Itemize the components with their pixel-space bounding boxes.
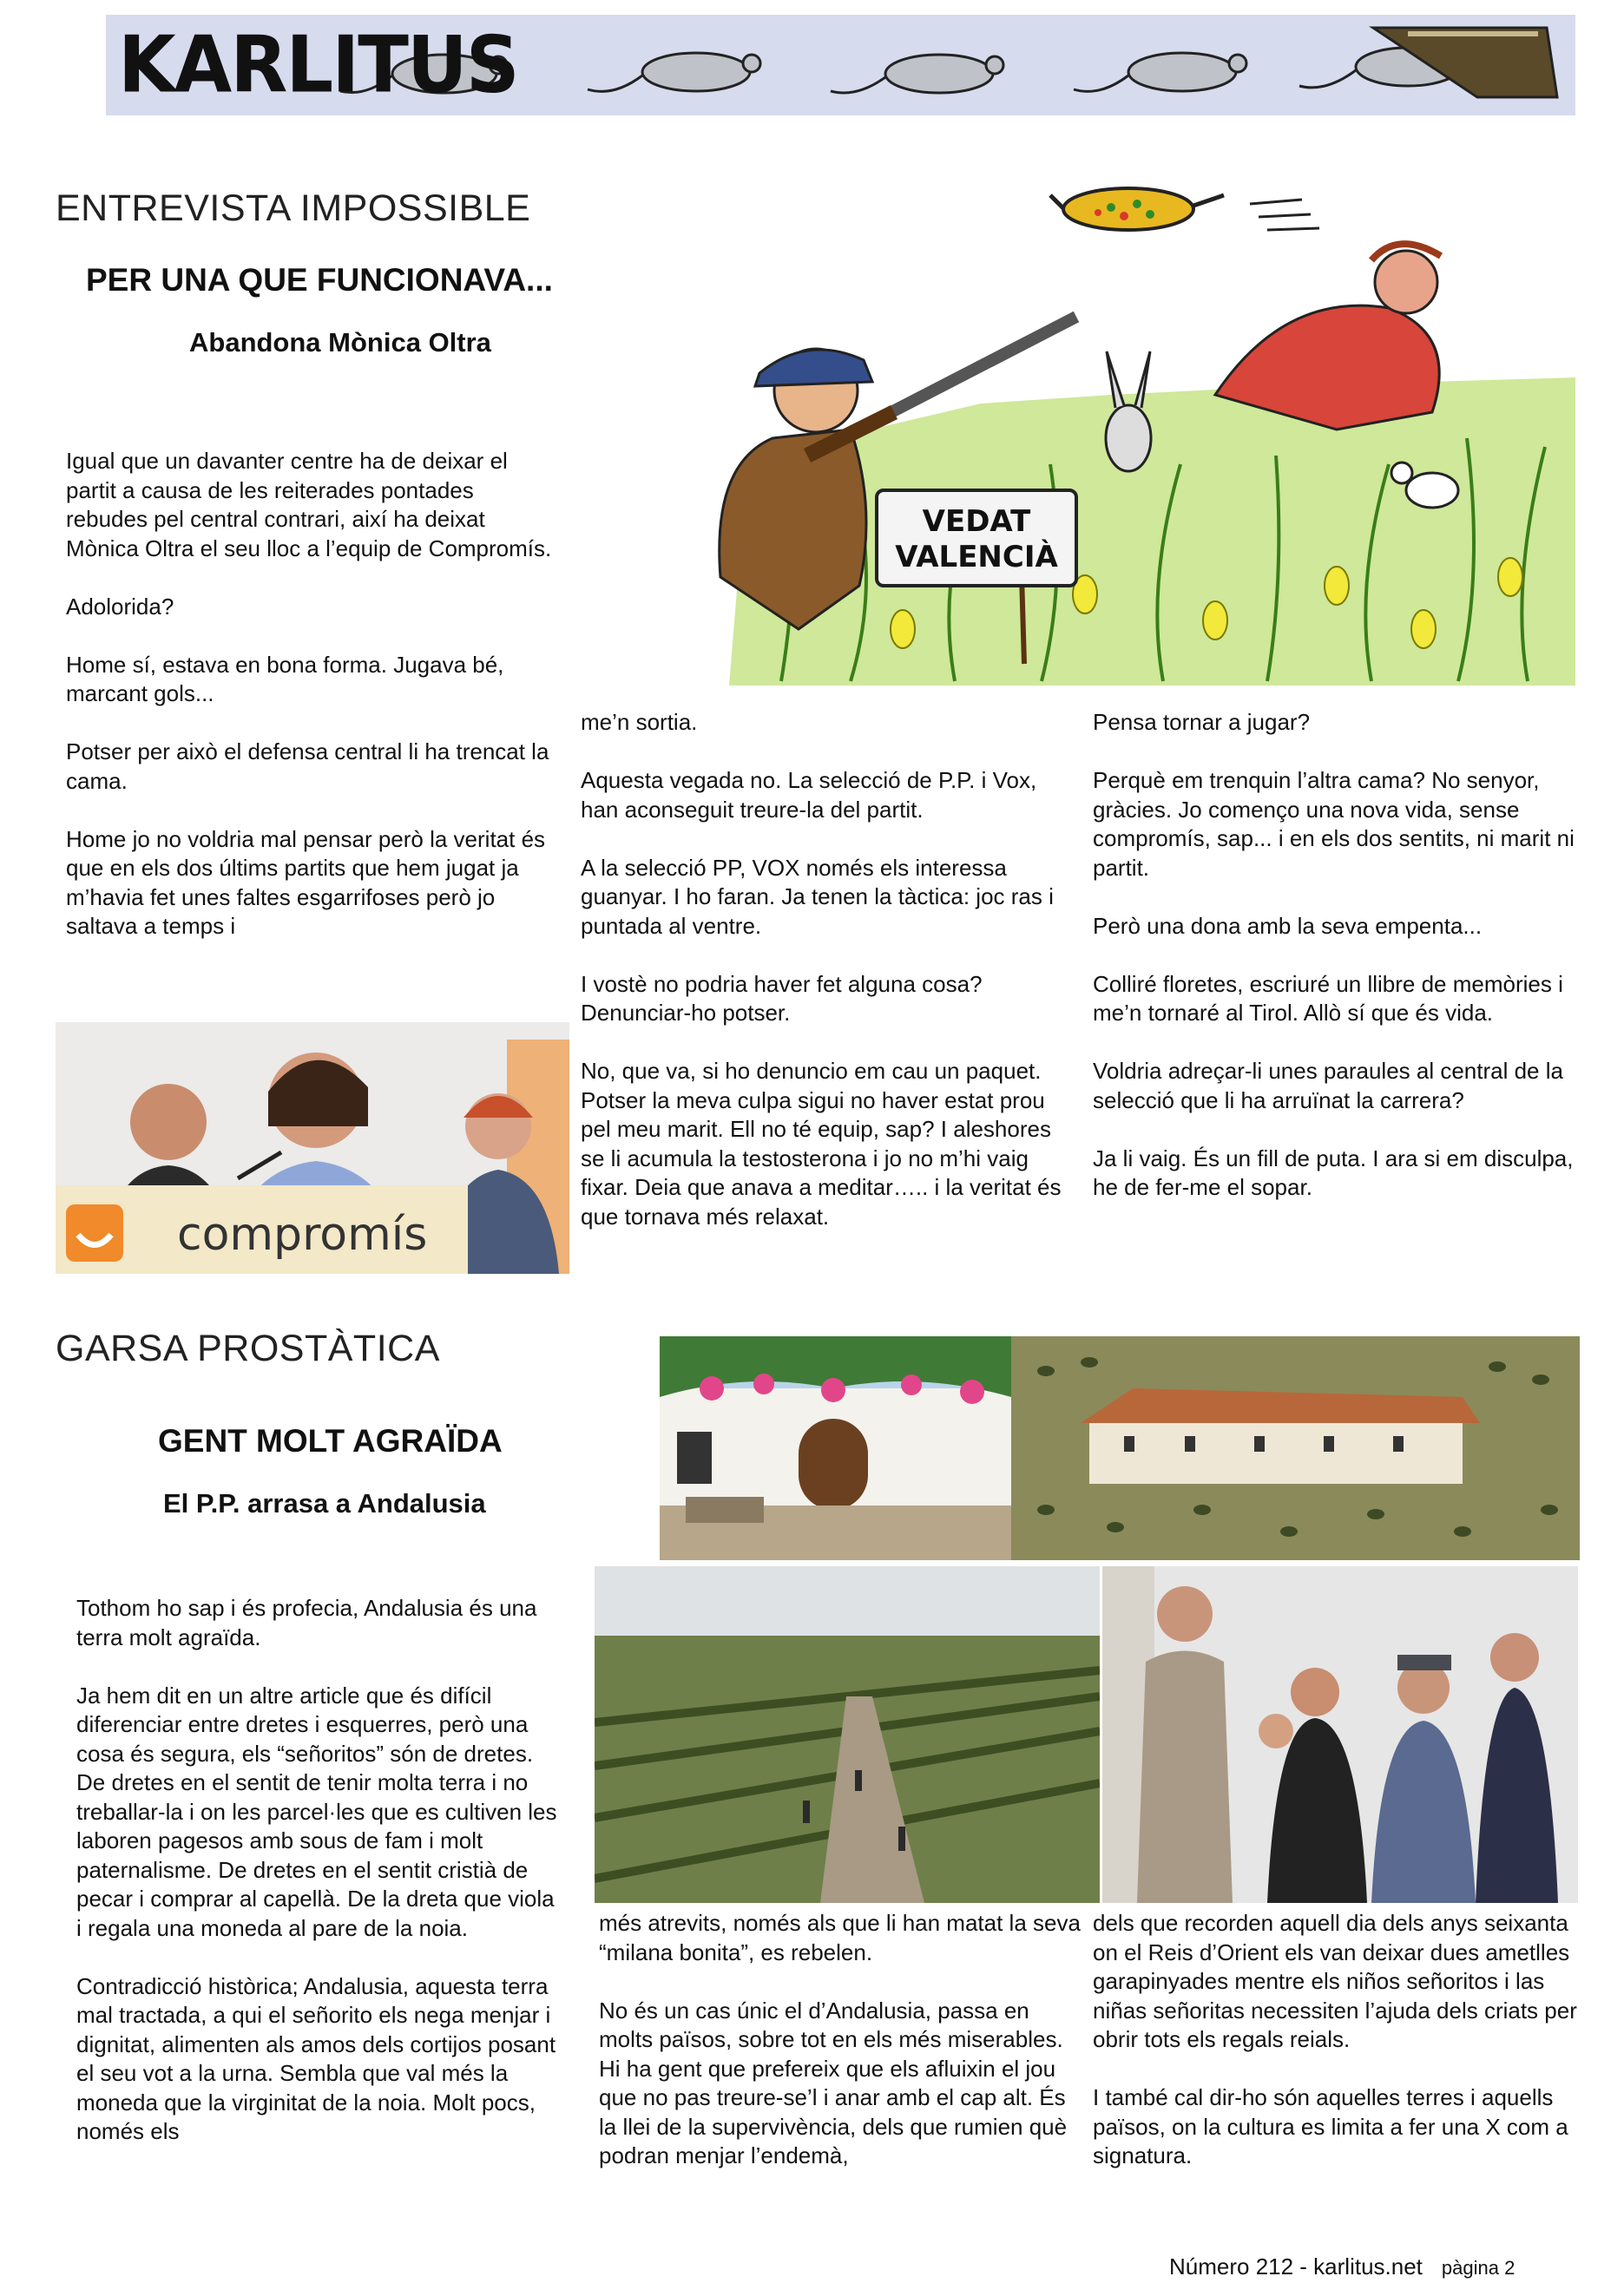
article2-column-3 bbox=[1093, 1909, 1579, 2171]
rat-4 bbox=[1074, 53, 1246, 91]
masthead-logo: KARLITUS bbox=[118, 19, 518, 111]
paragraph: Ja li vaig. És un fill de puta. I ara si em disculpa, he de fer-me el sopar. bbox=[1093, 1145, 1574, 1200]
paragraph: Adolorida? bbox=[66, 593, 174, 620]
cortijo-photo bbox=[1011, 1336, 1580, 1560]
footer-issue: Número 212 - karlitus.net bbox=[1169, 2253, 1423, 2280]
footer bbox=[1169, 2253, 1515, 2280]
article2-column-1 bbox=[76, 1594, 562, 2147]
olive-grove-photo bbox=[595, 1566, 1100, 1903]
rat-3 bbox=[831, 55, 1003, 93]
cartoon-sign-line-2: VALENCIÀ bbox=[895, 540, 1058, 574]
family-photo bbox=[1102, 1566, 1578, 1903]
section-title-2: GARSA PROSTÀTICA bbox=[56, 1328, 440, 1369]
compromis-photo bbox=[56, 1022, 569, 1274]
paragraph: Pensa tornar a jugar? bbox=[1093, 709, 1311, 735]
interview-column-2 bbox=[581, 708, 1067, 1231]
cartoon-illustration bbox=[677, 178, 1575, 686]
rat-2 bbox=[588, 53, 760, 91]
photo-sign-text: compromís bbox=[177, 1209, 428, 1261]
paragraph: I també cal dir-ho són aquelles terres i aquells països, on la cultura es limita a fer una X com a signatura. bbox=[1093, 2084, 1568, 2168]
section-title: ENTREVISTA IMPOSSIBLE bbox=[56, 187, 531, 229]
footer-page-number: pàgina 2 bbox=[1441, 2257, 1516, 2279]
paragraph: Contradicció històrica; Andalusia, aquesta terra mal tractada, a qui el señorito els nega menjar i dignitat, alimenten als amos dels cortijos posant el seu vot a la urna. Sembla que val més la moneda que la virginitat de la noia. Molt pocs, només els bbox=[76, 1972, 556, 2144]
interview-column-3 bbox=[1093, 708, 1579, 1203]
headline: PER UNA QUE FUNCIONAVA... bbox=[86, 262, 553, 298]
article2-column-2 bbox=[599, 1909, 1085, 2171]
paragraph: No, que va, si ho denuncio em cau un paquet. Potser la meva culpa sigui no haver estat prou pel meu marit. Ell no té equip, sap? I aleshores se li acumula la testosterona i jo no m’hi vaig fixar. Deia que anava a meditar….. i la veritat és que tornava més relaxat. bbox=[581, 1058, 1062, 1230]
interview-column-1 bbox=[66, 447, 552, 941]
paragraph: Perquè em trenquin l’altra cama? No senyor, gràcies. Jo començo una nova vida, sense compromís, sap... i en els dos sentits, ni marit ni partit. bbox=[1093, 767, 1575, 881]
paragraph: Voldria adreçar-li unes paraules al central de la selecció que li ha arruïnat la carrera? bbox=[1093, 1058, 1563, 1113]
paragraph: Home jo no voldria mal pensar però la veritat és que en els dos últims partits que hem jugat ja m’havia fet unes faltes esgarrifoses però jo saltava a temps i bbox=[66, 825, 546, 939]
paragraph: A la selecció PP, VOX només els interessa guanyar. I ho faran. Ja tenen la tàctica: joc ras i puntada al ventre. bbox=[581, 854, 1054, 939]
paragraph: Potser per això el defensa central li ha trencat la cama. bbox=[66, 738, 549, 794]
subhead: Abandona Mònica Oltra bbox=[189, 327, 491, 358]
masthead bbox=[106, 15, 1575, 115]
paragraph: dels que recorden aquell dia dels anys seixanta on el Reis d’Orient els van deixar dues ametlles garapinyades mentre els niños señoritos i las niñas señoritas necessiten l’ajuda dels criats per obrir tots els regals reials. bbox=[1093, 1910, 1577, 2052]
paragraph: No és un cas únic el d’Andalusia, passa en molts països, sobre tot en els més miserables. Hi ha gent que prefereix que els afluixin el jou que no pas treure-se’l i anar amb el cap alt. És la llei de la supervivència, dels que rumien què podran menjar l’endemà, bbox=[599, 1997, 1068, 2168]
paragraph: Home sí, estava en bona forma. Jugava bé, marcant gols... bbox=[66, 651, 504, 706]
cartoon-sign-line-1: VEDAT bbox=[922, 504, 1031, 539]
paragraph: Igual que un davanter centre ha de deixar el partit a causa de les reiterades pontades rebudes pel central contrari, així ha deixat Mònica Oltra el seu lloc a l’equip de Compromís. bbox=[66, 448, 552, 561]
paragraph: més atrevits, només als que li han matat la seva “milana bonita”, es rebelen. bbox=[599, 1910, 1081, 1965]
paragraph: Colliré floretes, escriuré un llibre de memòries i me’n tornaré al Tirol. Allò sí que és vida. bbox=[1093, 970, 1563, 1026]
courtyard-photo bbox=[660, 1336, 1011, 1560]
subhead-2: El P.P. arrasa a Andalusia bbox=[163, 1488, 486, 1519]
paragraph: me’n sortia. bbox=[581, 709, 698, 735]
paragraph: Ja hem dit en un altre article que és difícil diferenciar entre dretes i esquerres, però una cosa és segura, els “señoritos” són de dretes. De dretes en el sentit de tenir molta terra i no treballar-la i on les parcel·les que es cultiven les laboren pagesos amb sous de fam i molt paternalisme. De dretes en el sentit cristià de pecar i comprar al capellà. De la dreta que viola i regala una moneda al pare de la noia. bbox=[76, 1682, 557, 1941]
paragraph: I vostè no podria haver fet alguna cosa? Denunciar-ho potser. bbox=[581, 970, 983, 1026]
paragraph: Aquesta vegada no. La selecció de P.P. i Vox, han aconseguit treure-la del partit. bbox=[581, 767, 1037, 823]
paragraph: Però una dona amb la seva empenta... bbox=[1093, 912, 1483, 939]
headline-2: GENT MOLT AGRAÏDA bbox=[158, 1423, 503, 1459]
paragraph: Tothom ho sap i és profecia, Andalusia és una terra molt agraïda. bbox=[76, 1595, 537, 1650]
